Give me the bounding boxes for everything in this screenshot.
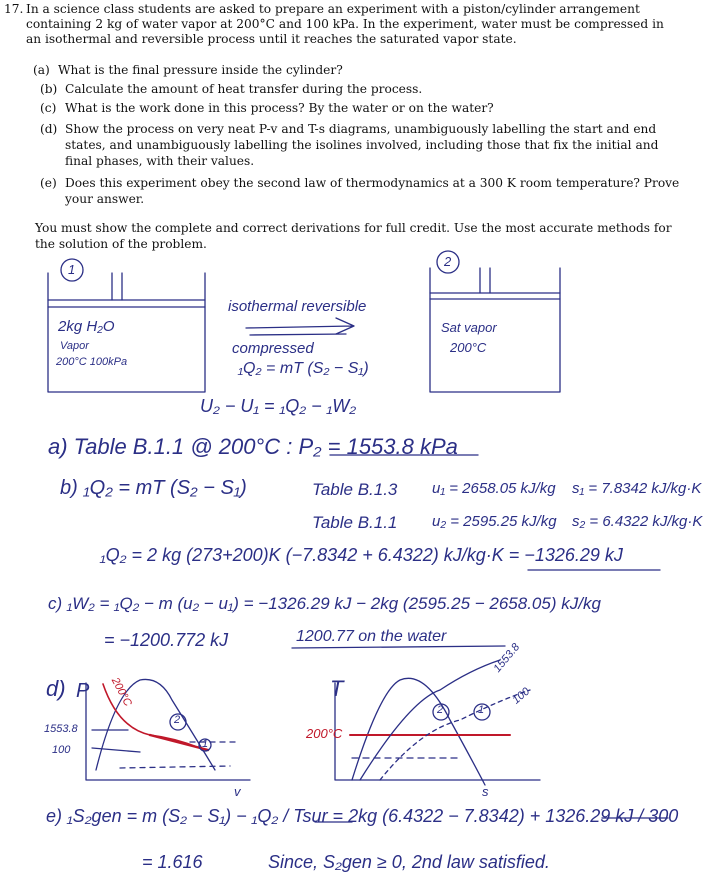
b-table-b13: Table B.1.3 [312, 480, 398, 499]
pv-p-high: 1553.8 [44, 723, 78, 735]
answer-c-line-1: c) ₁W₂ = ₁Q₂ − m (u₂ − u₁) = −1326.29 kJ − 2kg (2595.25 − 2658.05) kJ/kg [48, 594, 601, 613]
part-c-label: (c) [40, 101, 57, 115]
part-d-label: (d) [40, 122, 58, 136]
pv-dome [96, 679, 215, 770]
pv-isotherm-label: 200°C [108, 675, 134, 709]
state1-rod [112, 273, 122, 300]
pv-critical-dash [92, 730, 140, 752]
part-c-text: What is the work done in this process? By the water or on the water? [65, 101, 494, 115]
problem-intro-line-3: an isothermal and reversible process until it reaches the saturated vapor state. [26, 32, 517, 46]
answer-d-label: d) [46, 676, 66, 701]
state1-line-3: 200°C 100kPa [56, 356, 128, 368]
pv-y-axis-label: P [76, 680, 90, 702]
ts-isobar-low-label: 100 [510, 685, 533, 707]
pv-axis [86, 683, 250, 780]
state2-rod [480, 268, 490, 293]
answer-c-on-water: 1200.77 on the water [296, 628, 447, 645]
part-e-text-2: your answer. [65, 192, 145, 206]
part-e-label: (e) [40, 176, 57, 190]
part-b-label: (b) [40, 82, 58, 96]
part-a-text: What is the final pressure inside the cylinder? [58, 63, 343, 77]
problem-intro-line-2: containing 2 kg of water vapor at 200°C and 100 kPa. In the experiment, water must be compressed in [26, 17, 664, 31]
part-b-text: Calculate the amount of heat transfer during the process. [65, 82, 423, 96]
ts-x-axis-label: s [482, 784, 489, 799]
answer-e-result: = 1.616 [142, 852, 203, 872]
b-u1: u₁ = 2658.05 kJ/kg [432, 480, 556, 497]
footer-line-2: the solution of the problem. [35, 237, 207, 251]
ts-y-axis-label: T [330, 676, 344, 701]
ts-diagram [335, 660, 540, 785]
problem-number: 17. [4, 2, 24, 16]
state2-piston [430, 293, 560, 299]
process-line-2: compressed [232, 340, 314, 357]
state1-piston [48, 300, 205, 307]
b-u2: u₂ = 2595.25 kJ/kg [432, 513, 557, 530]
process-arrow-lower [250, 334, 346, 335]
process-line-3: ₁Q₂ = mT (S₂ − S₁) [238, 360, 369, 377]
answer-a: a) Table B.1.1 @ 200°C : P₂ = 1553.8 kPa [48, 434, 458, 459]
pv-x-axis-label: v [234, 784, 241, 799]
state2-line-1: Sat vapor [441, 320, 497, 335]
answer-c-line-2: = −1200.772 kJ [104, 630, 229, 650]
problem-intro-line-1: In a science class students are asked to prepare an experiment with a piston/cylinder arrangement [26, 2, 640, 16]
process-arrow [246, 318, 354, 334]
pv-p-low: 100 [52, 744, 71, 756]
pv-diagram [86, 679, 250, 780]
part-d-text-3: final phases, with their values. [65, 154, 255, 168]
answer-e-conclusion: Since, S₂gen ≥ 0, 2nd law satisfied. [268, 852, 550, 872]
pv-point-1-label: 1 [202, 738, 209, 750]
part-d-text-2: states, and unambiguously labelling the isolines involved, including those that fix the initial and [65, 138, 659, 152]
state1-number: 1 [68, 262, 76, 277]
state1-line-2: Vapor [60, 340, 89, 352]
process-line-1: isothermal reversible [228, 298, 367, 315]
ts-dome [352, 678, 485, 785]
part-a-label: (a) [33, 63, 50, 77]
pv-point-2-label: 2 [174, 714, 181, 726]
part-d-text-1: Show the process on very neat P-v and T-s diagrams, unambiguously labelling the start and end [65, 122, 657, 136]
answer-e-line-1: e) ₁S₂gen = m (S₂ − S₁) − ₁Q₂ / Tsur = 2kg (6.4322 − 7.8342) + 1326.29 kJ / 300 [46, 806, 679, 826]
answer-b-formula: b) ₁Q₂ = mT (S₂ − S₁) [60, 477, 247, 499]
ts-isobar-high-label: 1553.8 [491, 641, 523, 675]
b-s1: s₁ = 7.8342 kJ/kg·K [572, 480, 702, 497]
footer-line-1: You must show the complete and correct derivations for full credit. Use the most accurate methods for [35, 221, 672, 235]
state1-line-1: 2kg H₂O [58, 318, 115, 335]
part-e-text-1: Does this experiment obey the second law of thermodynamics at a 300 K room temperature? Prove [65, 176, 680, 190]
state2-line-2: 200°C [450, 340, 487, 355]
b-table-b11: Table B.1.1 [312, 513, 398, 532]
b-s2: s₂ = 6.4322 kJ/kg·K [572, 513, 703, 530]
energy-equation: U₂ − U₁ = ₁Q₂ − ₁W₂ [200, 396, 357, 416]
c-underline [292, 646, 505, 648]
ts-point-2-label: 2 [437, 704, 444, 716]
ts-point-1-label: 1 [478, 704, 485, 716]
ts-isotherm-label: 200°C [306, 726, 343, 741]
answer-b-result: ₁Q₂ = 2 kg (273+200)K (−7.8342 + 6.4322) kJ/kg·K = −1326.29 kJ [100, 545, 623, 565]
state2-number: 2 [444, 254, 452, 269]
